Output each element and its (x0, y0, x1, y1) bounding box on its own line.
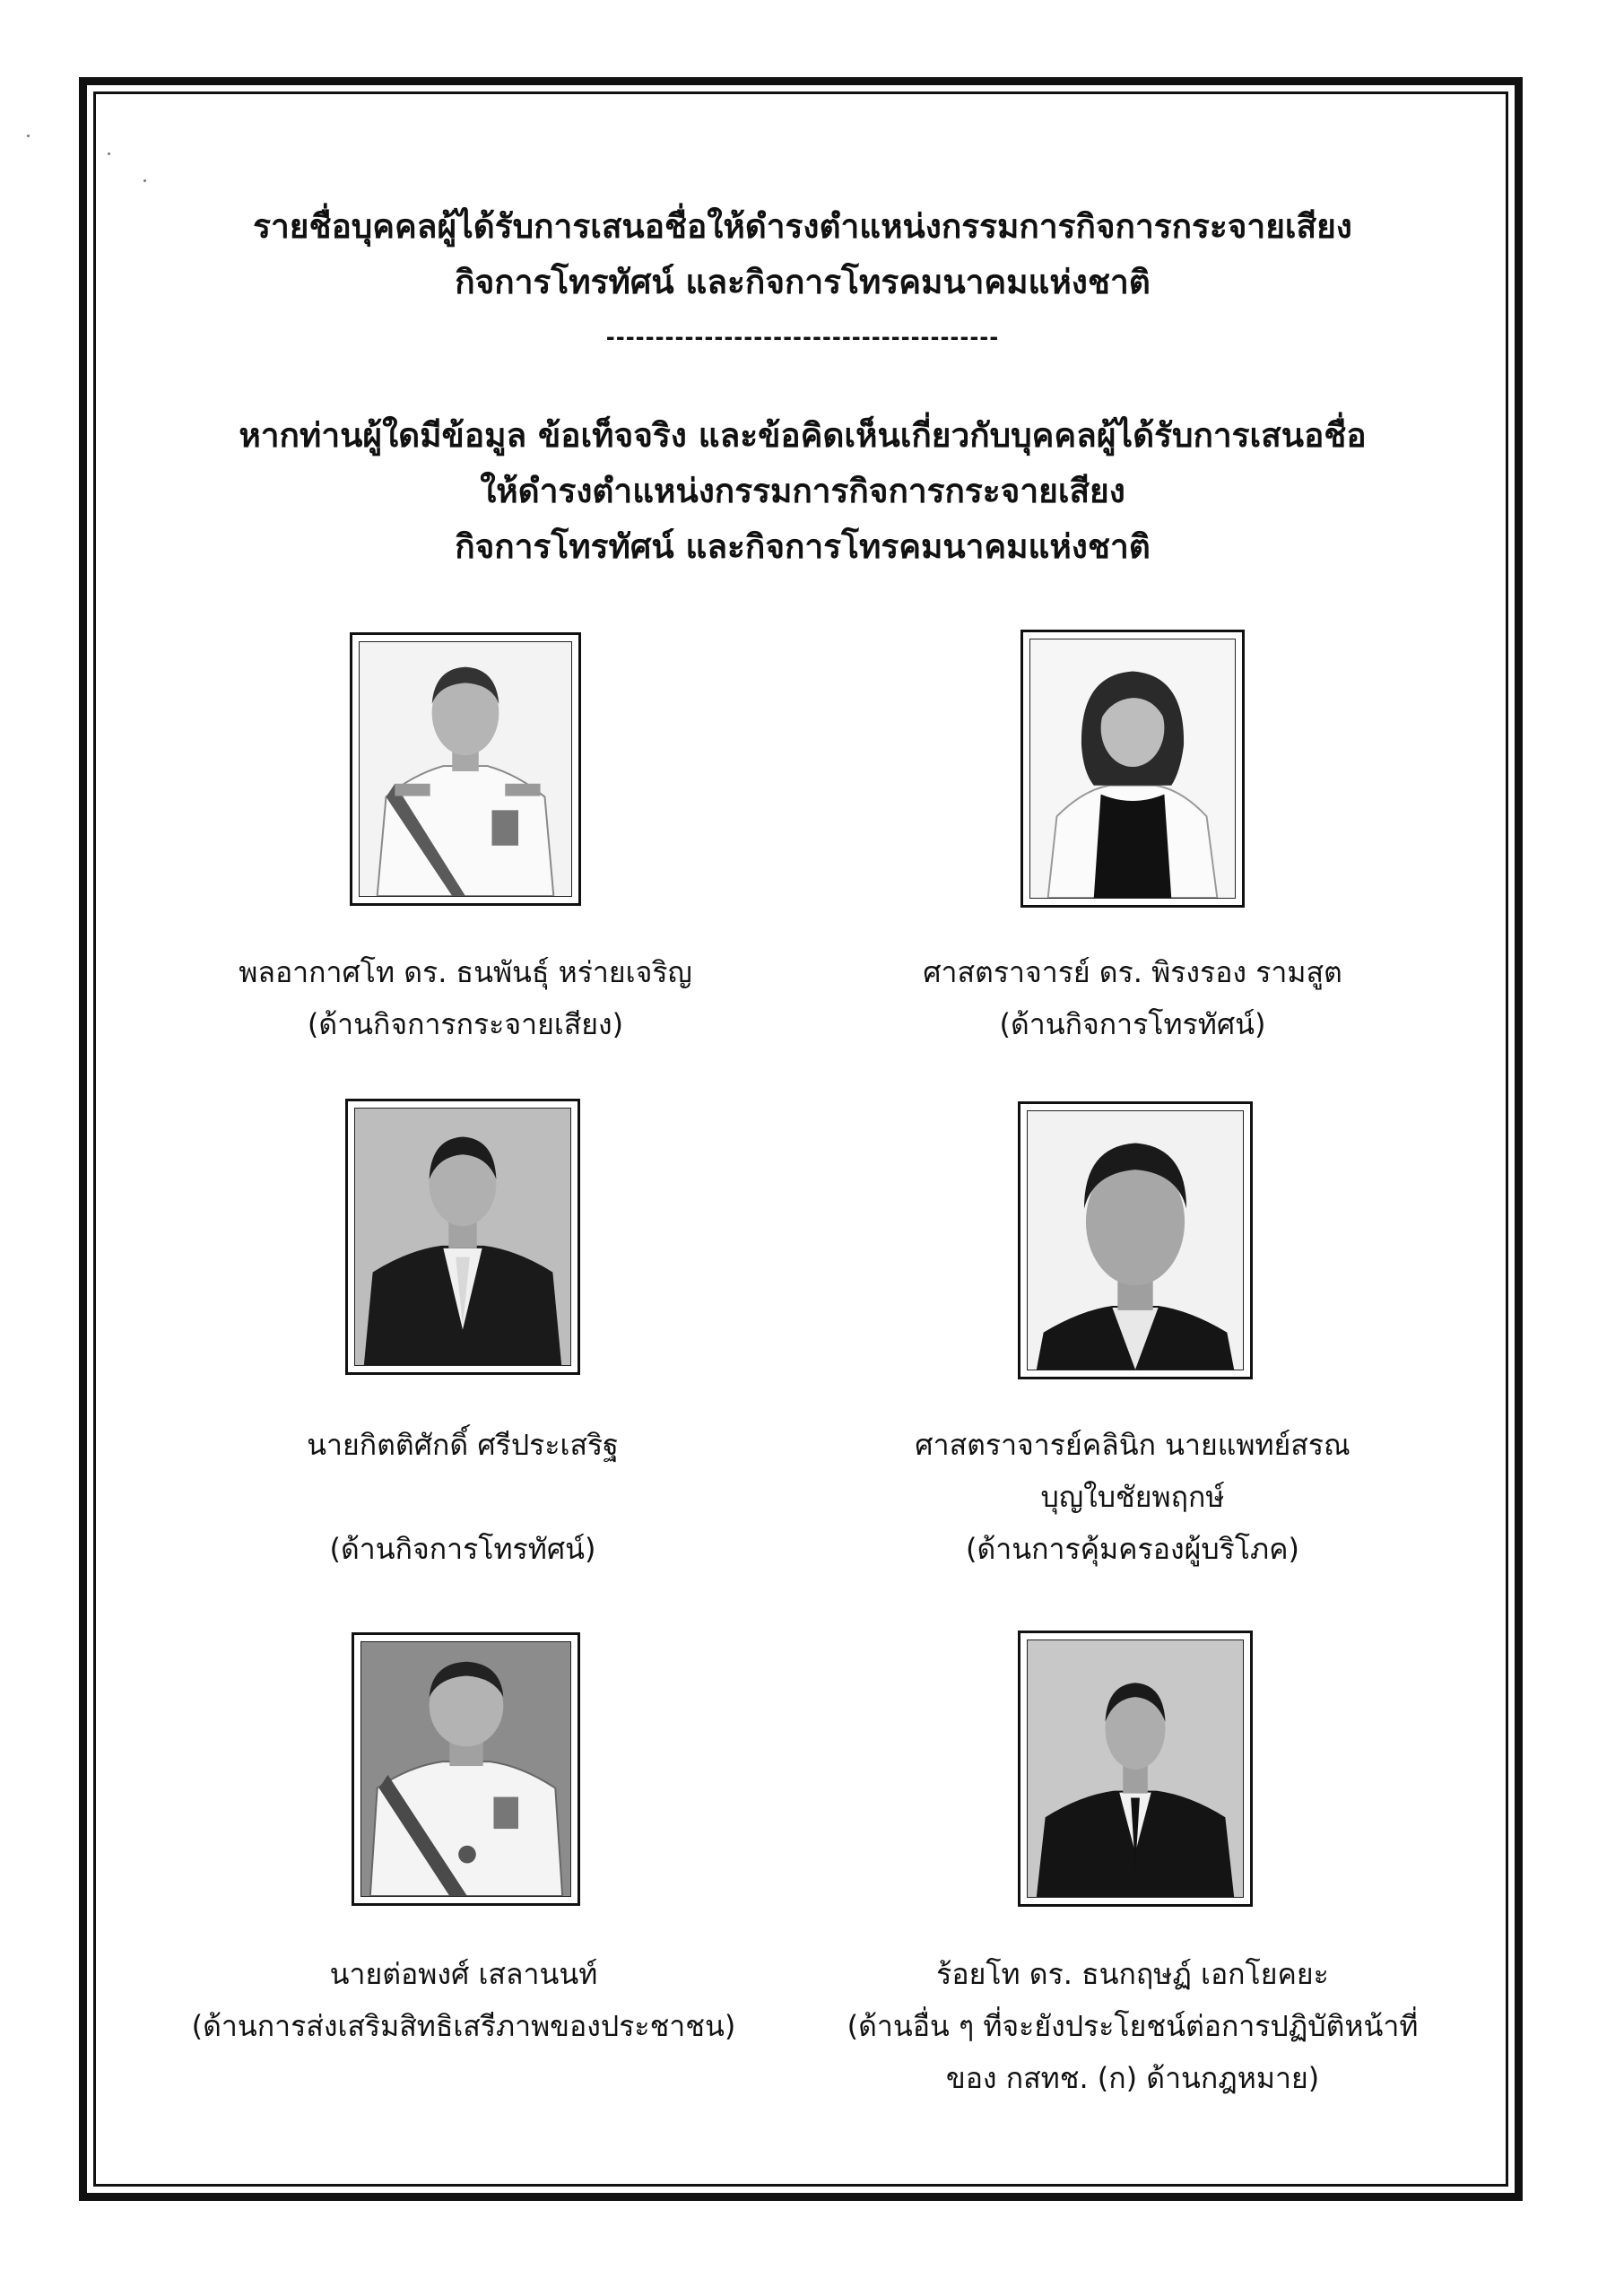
nominee-photo (1018, 1101, 1253, 1379)
nominee-photo (345, 1099, 580, 1375)
nominee-name: ศาสตราจารย์ ดร. พิรงรอง รามสูต (923, 955, 1342, 989)
nominee-caption (150, 1948, 777, 2052)
nominee-field: (ด้านการส่งเสริมสิทธิเสรีภาพของประชาชน) (191, 2009, 736, 2043)
nominee-name: นายกิตติศักดิ์ ศรีประเสริฐ (307, 1428, 619, 1462)
man-in-dark-suit-photo (355, 1109, 570, 1365)
nominee-field: (ด้านกิจการโทรทัศน์) (999, 1007, 1266, 1041)
woman-in-white-jacket-photo (1030, 639, 1235, 898)
scan-speck (27, 135, 30, 137)
nominee-field-line2: ของ กสทช. (ก) ด้านกฎหมาย) (945, 2061, 1320, 2095)
nominee-field: (ด้านอื่น ๆ ที่จะยังประโยชน์ต่อการปฏิบัติหน้าที่ (847, 2009, 1419, 2043)
notice-line: หากท่านผู้ใดมีข้อมูล ข้อเท็จจริง และข้อคิดเห็นเกี่ยวกับบุคคลผู้ได้รับการเสนอชื่อ (239, 416, 1367, 455)
nominee-name: พลอากาศโท ดร. ธนพันธุ์ หร่ายเจริญ (239, 955, 692, 989)
nominee-photo (350, 632, 581, 906)
nominee-caption (864, 946, 1402, 1050)
man-in-dark-suit-photo (1028, 1640, 1243, 1897)
nominee-caption (194, 1419, 732, 1575)
nominee-name: ศาสตราจารย์คลินิก นายแพทย์สรณ (915, 1428, 1350, 1462)
nominee-caption (196, 946, 734, 1050)
nominee-photo (1018, 1631, 1253, 1907)
nominee-caption (864, 1419, 1402, 1575)
title-line: รายชื่อบุคคลผู้ได้รับการเสนอชื่อให้ดำรงตำแหน่งกรรมการกิจการกระจายเสียง (253, 207, 1352, 246)
nominee-name-line2: บุญใบชัยพฤกษ์ (1040, 1480, 1225, 1514)
title-line: กิจการโทรทัศน์ และกิจการโทรคมนาคมแห่งชาติ (455, 263, 1151, 301)
nominee-field: (ด้านการคุ้มครองผู้บริโภค) (966, 1532, 1299, 1566)
notice-text (126, 408, 1480, 575)
nominee-name: ร้อยโท ดร. ธนกฤษฏ์ เอกโยคยะ (936, 1957, 1329, 1991)
nominee-name: นายต่อพงศ์ เสลานนท์ (329, 1957, 598, 1991)
man-in-dark-suit-photo (1028, 1111, 1243, 1370)
page-border-inner (93, 91, 1508, 2187)
document-title (126, 199, 1480, 310)
caption-spacer (194, 1471, 732, 1523)
man-in-white-uniform-photo (360, 642, 571, 896)
nominee-field: (ด้านกิจการโทรทัศน์) (329, 1532, 596, 1566)
notice-line: ให้ดำรงตำแหน่งกรรมการกิจการกระจายเสียง (480, 472, 1125, 510)
notice-line: กิจการโทรทัศน์ และกิจการโทรคมนาคมแห่งชาติ (455, 527, 1151, 566)
nominee-photo (1020, 630, 1245, 908)
nominee-field: (ด้านกิจการกระจายเสียง) (307, 1007, 624, 1041)
nominee-caption (819, 1948, 1446, 2104)
nominee-photo (352, 1632, 580, 1906)
man-in-white-uniform-photo (361, 1642, 570, 1896)
divider: ---------------------------------------- (605, 325, 1000, 350)
